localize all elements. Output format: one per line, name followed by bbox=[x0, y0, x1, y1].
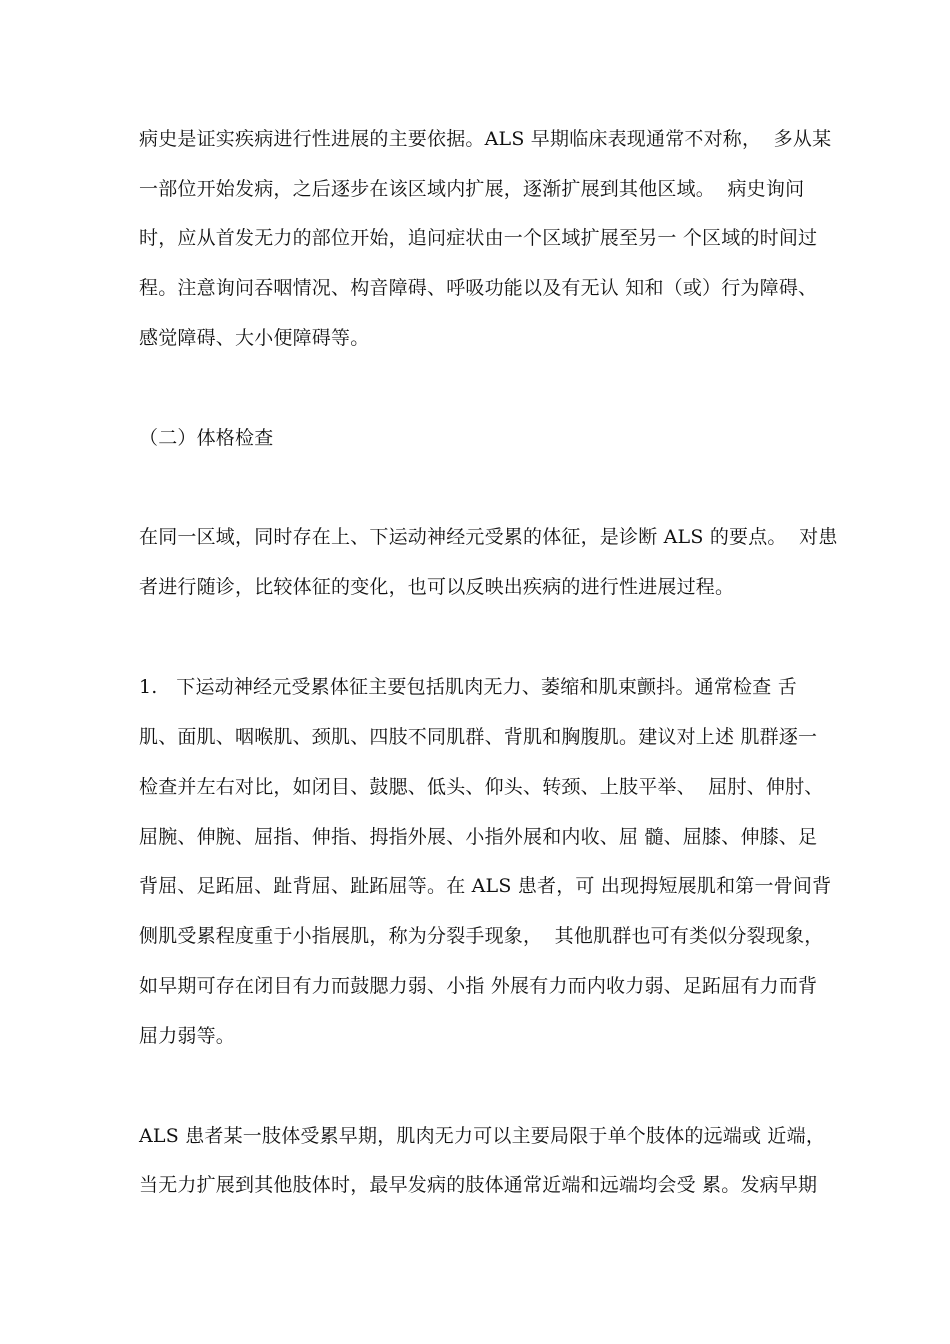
text-line: 时，应从首发无力的部位开始，追问症状由一个区域扩展至另一 个区域的时间过 bbox=[139, 227, 818, 249]
text-line: 病史是证实疾病进行性进展的主要依据。ALS 早期临床表现通常不对称， 多从某 bbox=[139, 128, 832, 150]
text-line: 者进行随诊，比较体征的变化，也可以反映出疾病的进行性进展过程。 bbox=[139, 576, 735, 598]
text-line: 感觉障碍、大小便障碍等。 bbox=[139, 327, 370, 349]
text-line: 如早期可存在闭目有力而鼓腮力弱、小指 外展有力而内收力弱、足跖屈有力而背 bbox=[139, 975, 818, 997]
text-line: ALS 患者某一肢体受累早期，肌肉无力可以主要局限于单个肢体的远端或 近端， bbox=[139, 1125, 826, 1147]
section-heading: （二）体格检查 bbox=[139, 427, 274, 449]
text-line: 程。注意询问吞咽情况、构音障碍、呼吸功能以及有无认 知和（或）行为障碍、 bbox=[139, 277, 818, 299]
text-line: 当无力扩展到其他肢体时，最早发病的肢体通常近端和远端均会受 累。发病早期 bbox=[139, 1174, 818, 1196]
text-line: 侧肌受累程度重于小指展肌，称为分裂手现象， 其他肌群也可有类似分裂现象， bbox=[139, 925, 824, 947]
text-line: 屈腕、伸腕、屈指、伸指、拇指外展、小指外展和内收、屈 髓、屈膝、伸膝、足 bbox=[139, 826, 818, 848]
text-line: 在同一区域，同时存在上、下运动神经元受累的体征，是诊断 ALS 的要点。 对患 bbox=[139, 526, 838, 548]
text-line: 一部位开始发病，之后逐步在该区域内扩展，逐渐扩展到其他区域。 病史询问 bbox=[139, 178, 805, 200]
text-line: 背屈、足跖屈、趾背屈、趾跖屈等。在 ALS 患者，可 出现拇短展肌和第一骨间背 bbox=[139, 875, 832, 897]
text-line: 肌、面肌、咽喉肌、颈肌、四肢不同肌群、背肌和胸腹肌。建议对上述 肌群逐一 bbox=[139, 726, 818, 748]
text-line: 检查并左右对比，如闭目、鼓腮、低头、仰头、转颈、上肢平举、 屈肘、伸肘、 bbox=[139, 776, 824, 798]
text-line: 1. 下运动神经元受累体征主要包括肌肉无力、萎缩和肌束颤抖。通常检查 舌 bbox=[139, 676, 797, 698]
text-line: 屈力弱等。 bbox=[139, 1025, 236, 1047]
